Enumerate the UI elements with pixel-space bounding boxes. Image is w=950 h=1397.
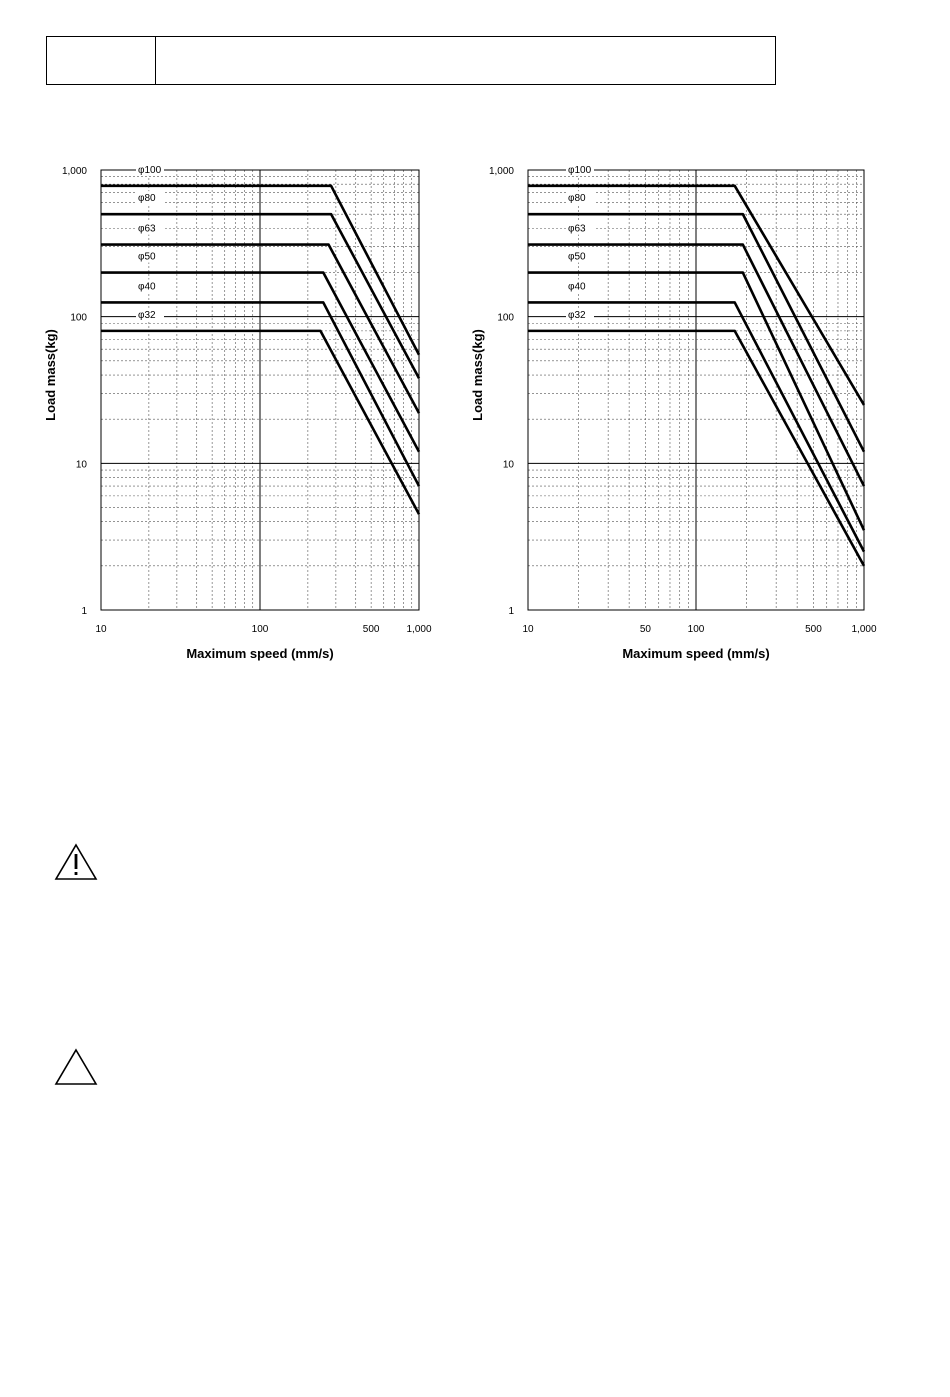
series-legend-label: φ40 <box>138 281 156 293</box>
y-tick-label: 1 <box>81 606 87 617</box>
caution-triangle-icon <box>54 1048 98 1086</box>
series-legend-label: φ32 <box>138 309 156 321</box>
load-mass-chart-right <box>460 150 920 670</box>
grid <box>528 170 864 610</box>
series-legend-label: φ100 <box>568 164 592 176</box>
x-tick-label: 10 <box>522 624 534 635</box>
load-mass-chart-left <box>0 150 460 670</box>
y-tick-label: 10 <box>502 459 514 471</box>
y-tick-label: 1,000 <box>488 166 514 177</box>
header-table <box>46 36 776 85</box>
y-tick-label: 100 <box>497 312 514 324</box>
series-legend-label: φ50 <box>138 251 156 263</box>
series-legend-label: φ100 <box>138 164 162 176</box>
y-tick-label: 100 <box>70 312 87 324</box>
series-legend-label: φ80 <box>568 193 586 205</box>
x-tick-label: 500 <box>362 624 380 635</box>
x-axis-label: Maximum speed (mm/s) <box>622 646 770 661</box>
y-tick-label: 10 <box>75 459 87 471</box>
x-tick-label: 500 <box>805 624 822 635</box>
x-axis-label: Maximum speed (mm/s) <box>186 646 334 661</box>
x-tick-label: 100 <box>251 624 269 635</box>
x-tick-label: 10 <box>95 624 107 635</box>
series-legend-label: φ32 <box>568 309 586 321</box>
y-tick-label: 1,000 <box>61 166 87 177</box>
header-divider <box>155 37 156 84</box>
warning-exclamation-triangle-icon <box>54 843 98 881</box>
x-tick-label: 50 <box>639 624 651 635</box>
x-tick-label: 1,000 <box>851 624 877 635</box>
y-axis-label: Load mass(kg) <box>43 329 58 421</box>
y-axis-label: Load mass(kg) <box>470 329 485 421</box>
series-legend-label: φ63 <box>138 223 156 235</box>
series-legend-label: φ80 <box>138 193 156 205</box>
series-legend-label: φ50 <box>568 251 586 263</box>
y-tick-label: 1 <box>508 606 514 617</box>
series-legend-label: φ63 <box>568 223 586 235</box>
grid <box>101 170 419 610</box>
series-legend-label: φ40 <box>568 281 586 293</box>
x-tick-label: 1,000 <box>406 624 432 635</box>
x-tick-label: 100 <box>687 624 705 635</box>
